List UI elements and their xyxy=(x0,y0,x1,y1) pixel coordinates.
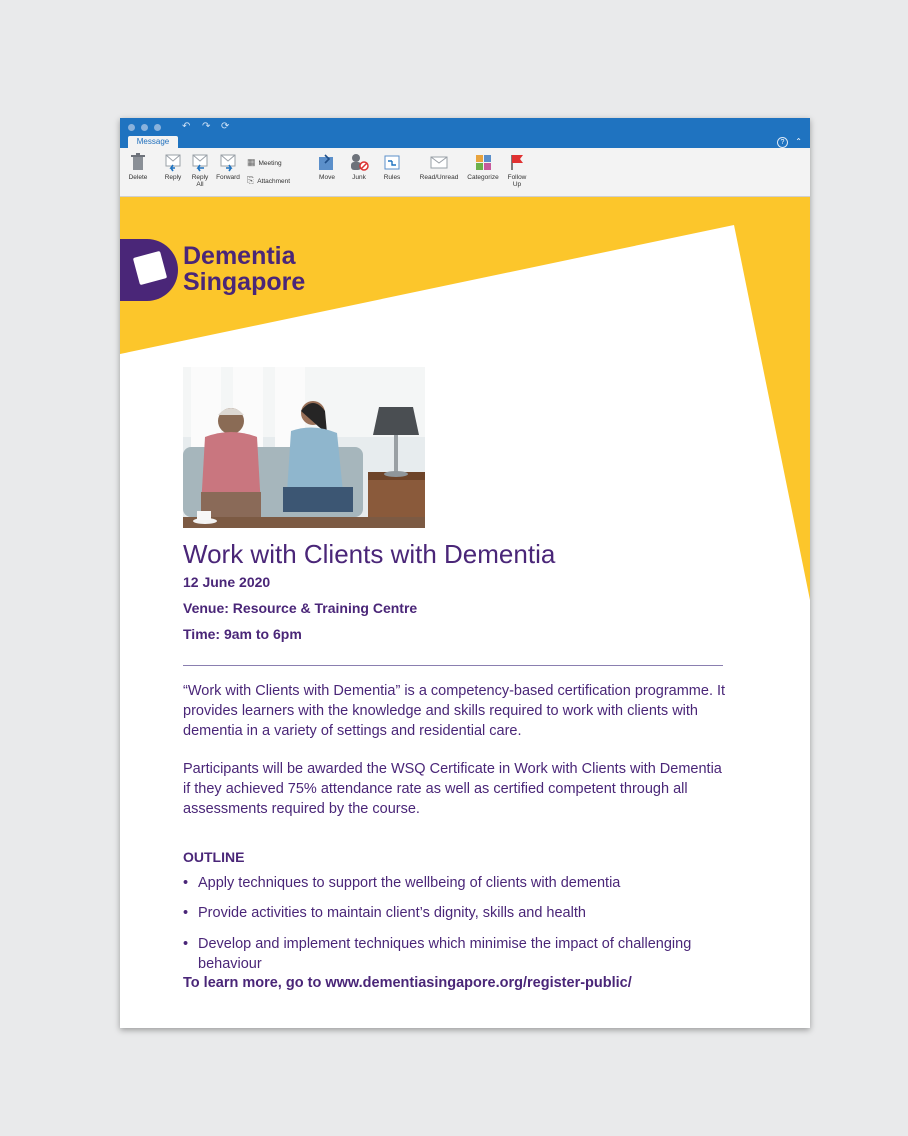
follow-up-button[interactable] xyxy=(504,152,530,188)
zoom-window-button[interactable] xyxy=(154,124,161,131)
reply-button[interactable] xyxy=(160,152,186,181)
reply-all-label: Reply All xyxy=(191,174,209,188)
help-icon[interactable]: ? xyxy=(777,137,788,148)
forward-label: Forward xyxy=(216,174,240,181)
list-item-text: Provide activities to maintain client’s dignity, skills and health xyxy=(198,905,586,921)
list-item: • Apply techniques to support the wellbeing of clients with dementia xyxy=(183,875,621,891)
outline-heading: OUTLINE xyxy=(183,849,245,865)
calendar-icon: ▦ xyxy=(247,157,256,167)
reply-all-icon xyxy=(190,152,210,172)
undo-icon[interactable]: ↶ xyxy=(182,121,191,132)
tab-message[interactable]: Message xyxy=(128,136,178,148)
event-title: Work with Clients with Dementia xyxy=(183,539,556,569)
forward-icon xyxy=(218,152,238,172)
certificate-paragraph: Participants will be awarded the WSQ Certificate in Work with Clients with Dementia if they achieved 75% attendance rate as well as certified competent through all assessments required by the course. xyxy=(183,761,722,817)
collapse-ribbon-icon[interactable]: ⌃ xyxy=(795,137,802,146)
logo-text xyxy=(183,243,305,295)
move-icon xyxy=(317,152,337,172)
list-item: • Provide activities to maintain client’s dignity, skills and health xyxy=(183,905,586,921)
redo-icon[interactable]: ↷ xyxy=(202,121,211,132)
junk-button[interactable] xyxy=(346,152,372,181)
rules-label: Rules xyxy=(383,174,401,181)
delete-label: Delete xyxy=(128,174,148,181)
list-item: • Develop and implement techniques which minimise the impact of challenging behaviour xyxy=(183,936,692,972)
caregiver-photo xyxy=(183,367,425,528)
close-window-button[interactable] xyxy=(128,124,135,131)
list-item-text: Apply techniques to support the wellbeing of clients with dementia xyxy=(198,875,621,891)
rules-icon xyxy=(382,152,402,172)
attachment-label: Attachment xyxy=(257,178,291,185)
ribbon-toolbar xyxy=(120,148,810,197)
description-paragraph: “Work with Clients with Dementia” is a competency-based certification programme. It provides learners with the knowledge and skills required to work with clients with dementia in a variety of settings and residential care. xyxy=(183,683,726,739)
register-link[interactable]: To learn more, go to www.dementiasingapore.org/register-public/ xyxy=(183,975,632,991)
event-date: 12 June 2020 xyxy=(183,574,271,590)
rules-button[interactable] xyxy=(379,152,405,181)
delete-button[interactable] xyxy=(126,152,150,181)
email-body xyxy=(120,197,810,1028)
title-bar xyxy=(120,118,810,136)
junk-label: Junk xyxy=(352,174,366,181)
follow-up-label: Follow Up xyxy=(507,174,527,188)
logo-line-2: Singapore xyxy=(183,268,306,296)
reply-label: Reply xyxy=(164,174,182,181)
paperclip-icon: ⎘ xyxy=(247,175,255,185)
move-button[interactable] xyxy=(314,152,340,181)
mail-window xyxy=(120,118,810,1028)
flag-icon xyxy=(507,152,527,172)
read-unread-button[interactable] xyxy=(417,152,461,181)
reply-all-button[interactable] xyxy=(188,152,212,188)
meeting-label: Meeting xyxy=(258,160,282,167)
move-label: Move xyxy=(319,174,335,181)
categorize-label: Categorize xyxy=(467,174,499,181)
divider xyxy=(183,665,723,666)
event-time: Time: 9am to 6pm xyxy=(183,626,302,642)
categorize-button[interactable] xyxy=(463,152,503,181)
meeting-button[interactable] xyxy=(247,157,282,168)
forward-button[interactable] xyxy=(214,152,242,181)
event-venue: Venue: Resource & Training Centre xyxy=(183,600,418,616)
ribbon-tab-row xyxy=(120,136,810,148)
categorize-icon xyxy=(473,152,493,172)
sync-icon[interactable]: ⟳ xyxy=(221,121,230,132)
junk-icon xyxy=(349,152,369,172)
list-item-text: Develop and implement techniques which minimise the impact of challenging behaviour xyxy=(198,936,692,972)
logo-line-1: Dementia xyxy=(183,242,296,270)
minimize-window-button[interactable] xyxy=(141,124,148,131)
reply-icon xyxy=(163,152,183,172)
trash-icon xyxy=(131,152,145,172)
read-unread-label: Read/Unread xyxy=(419,174,459,181)
attachment-button[interactable] xyxy=(247,175,290,186)
envelope-icon xyxy=(429,152,449,172)
